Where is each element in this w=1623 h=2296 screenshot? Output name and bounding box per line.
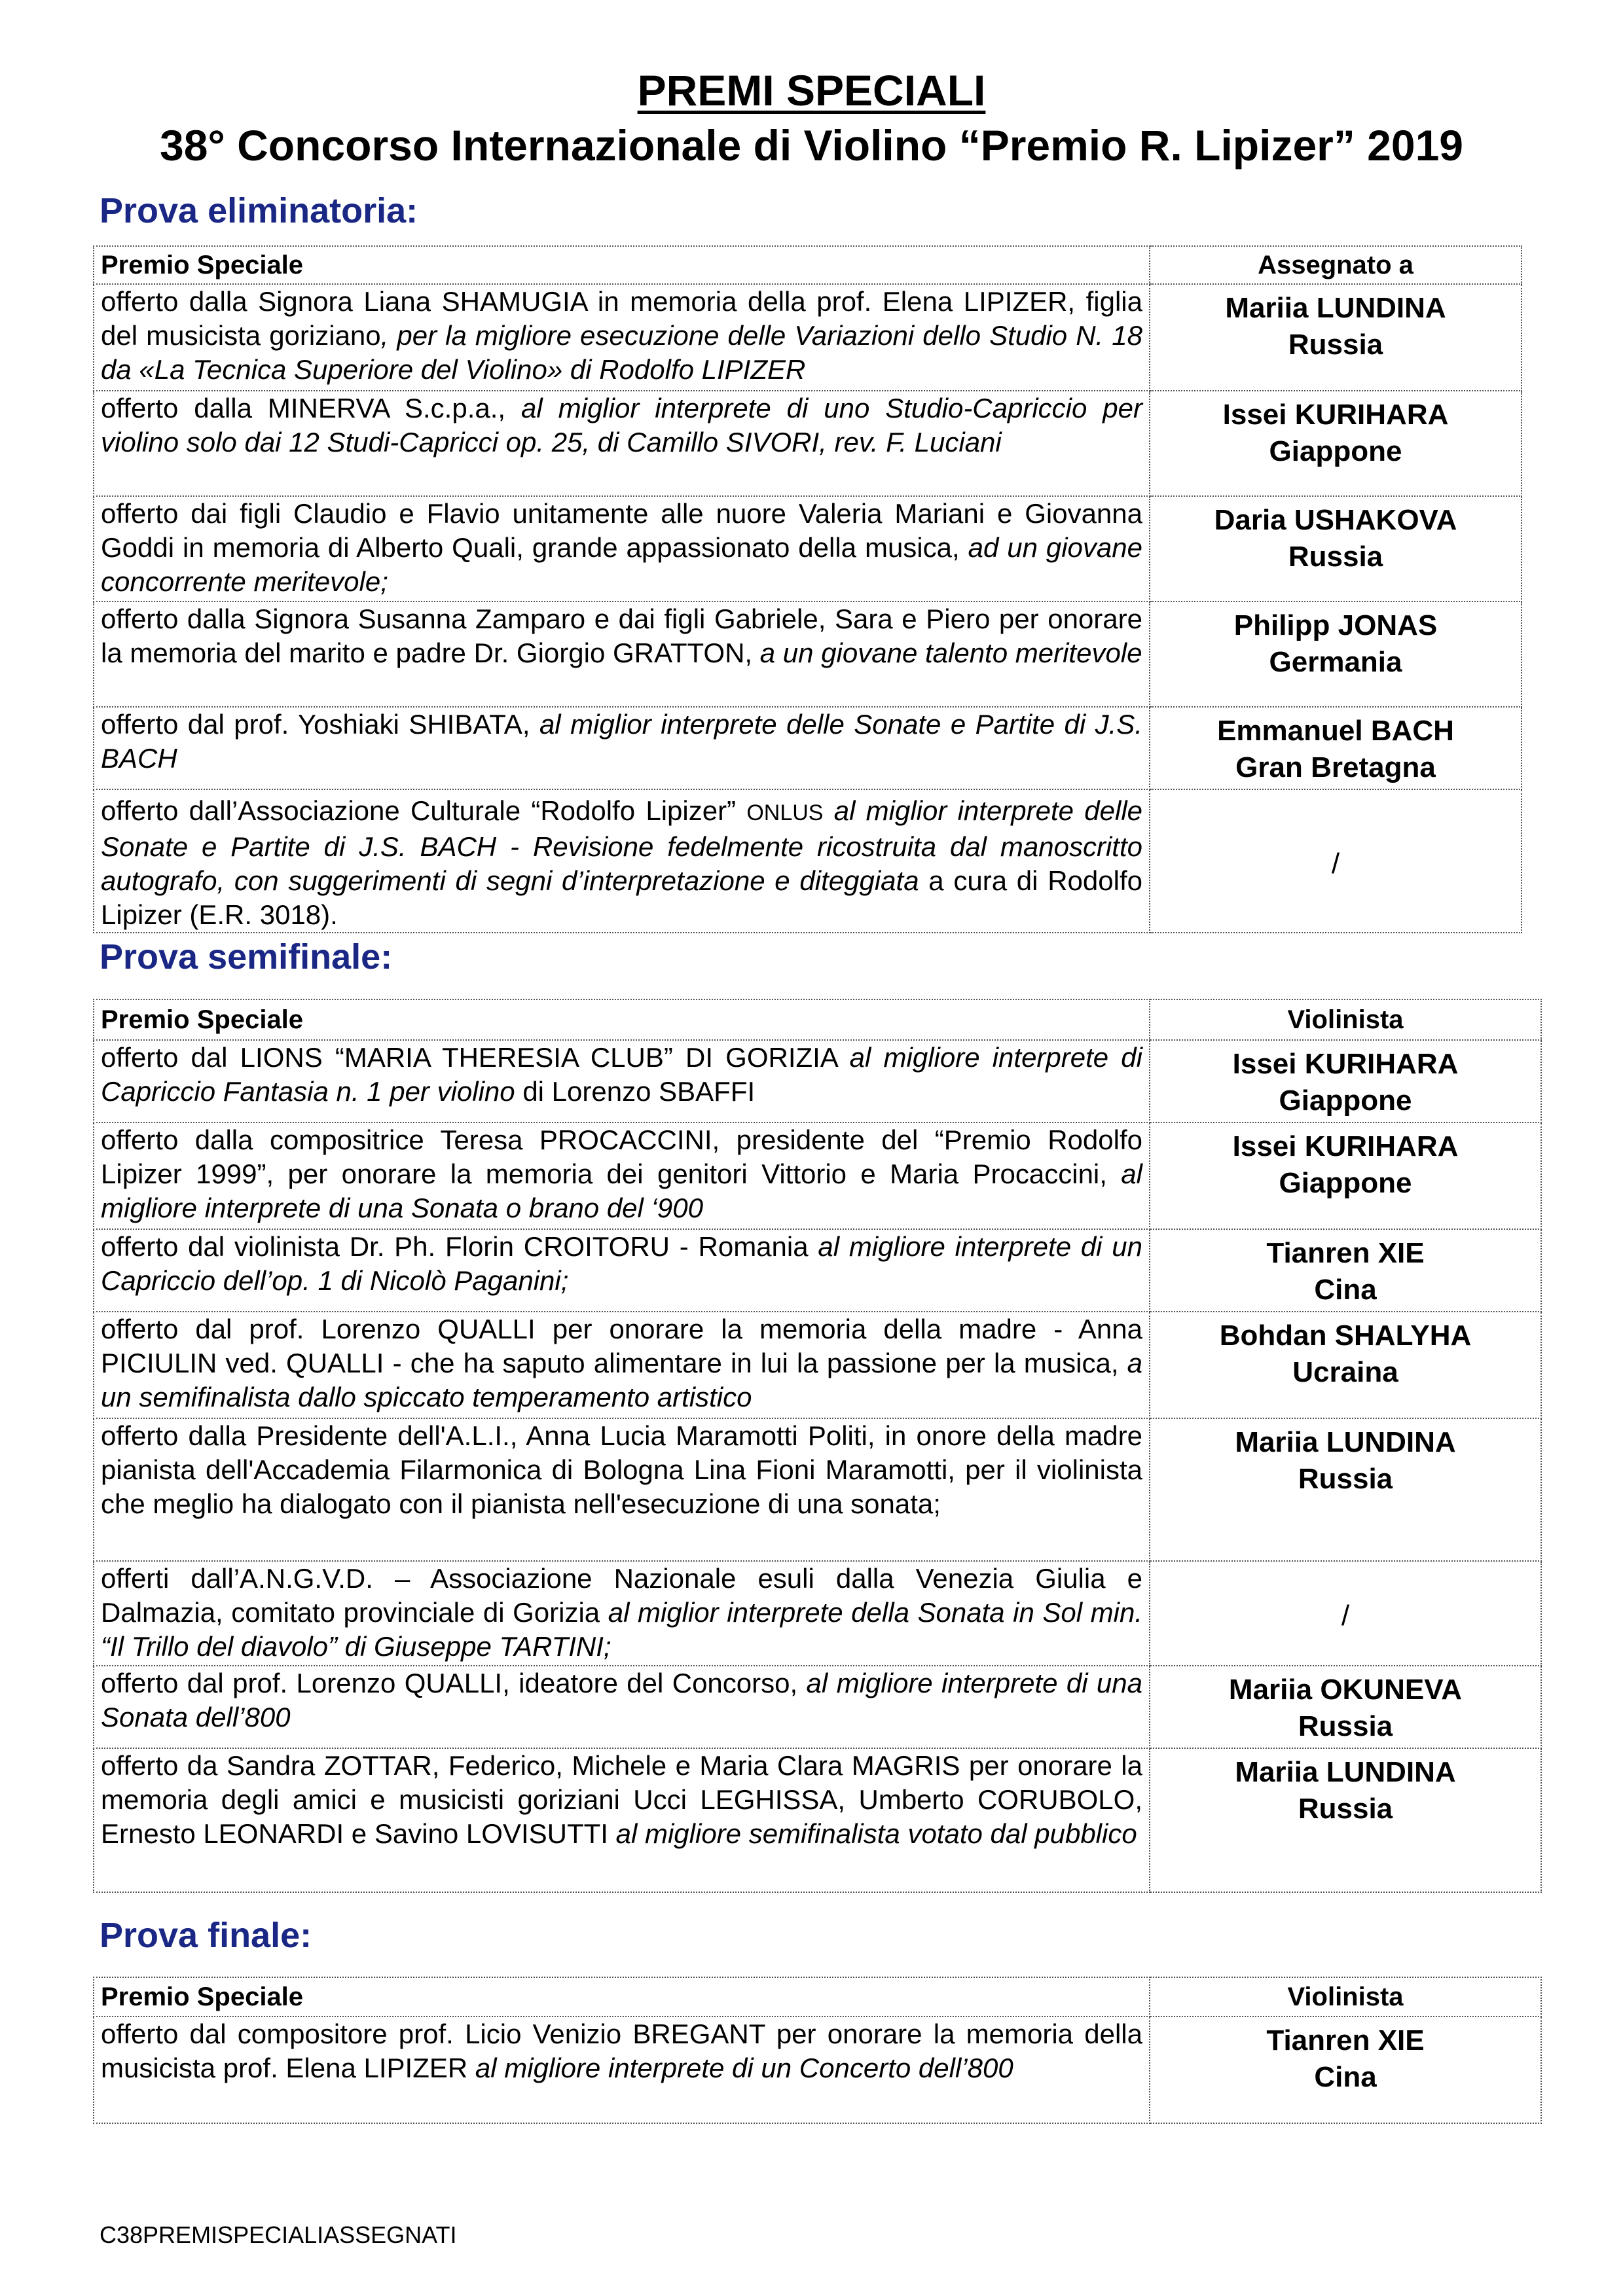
- section-heading-eliminatoria: Prova eliminatoria:: [100, 191, 418, 230]
- winner-cell: [1150, 1040, 1541, 1122]
- table-header-row: [94, 999, 1541, 1040]
- prize-description: offerto dal compositore prof. Licio Venizio BREGANT per onorare la memoria della musicista prof. Elena LIPIZER al migliore interprete di un Concerto dell’800: [94, 2017, 1150, 2123]
- winner-cell: [1150, 496, 1522, 601]
- table-finale: [93, 1977, 1542, 2124]
- table-row: [94, 2017, 1541, 2123]
- column-header-prize: Premio Speciale: [94, 1977, 1150, 2017]
- prize-description: offerto da Sandra ZOTTAR, Federico, Michele e Maria Clara MAGRIS per onorare la memoria degli amici e musicisti goriziani Ucci LEGHISSA, Umberto CORUBOLO, Ernesto LEONARDI e Savino LOVISUTTI al migliore semifinalista votato dal pubblico: [94, 1748, 1150, 1892]
- winner-name: Issei KURIHARA: [1232, 1048, 1459, 1080]
- table-row: [94, 1666, 1541, 1748]
- table-eliminatoria: [93, 245, 1522, 933]
- prize-description: offerto dal LIONS “MARIA THERESIA CLUB” DI GORIZIA al migliore interprete di Capriccio Fantasia n. 1 per violino di Lorenzo SBAFFI: [94, 1040, 1150, 1122]
- prize-description: offerto dalla Signora Susanna Zamparo e dai figli Gabriele, Sara e Piero per onorare la memoria del marito e padre Dr. Giorgio GRATTON, a un giovane talento meritevole: [94, 601, 1150, 707]
- document-code-footer: C38PREMISPECIALIASSEGNATI: [100, 2221, 457, 2248]
- winner-country: Ucraina: [1292, 1356, 1398, 1388]
- winner-country: Russia: [1298, 1463, 1393, 1495]
- winner-cell: [1150, 1666, 1541, 1748]
- table-row: [94, 284, 1522, 391]
- table-row: [94, 1561, 1541, 1666]
- table-header-row: [94, 246, 1522, 284]
- prize-description: offerto dalla MINERVA S.c.p.a., al miglior interprete di uno Studio-Capriccio per violino solo dai 12 Studi-Capricci op. 25, di Camillo SIVORI, rev. F. Luciani: [94, 391, 1150, 496]
- table-row: [94, 1122, 1541, 1229]
- column-header-winner: Violinista: [1150, 1977, 1541, 2017]
- prize-description: offerto dal prof. Yoshiaki SHIBATA, al miglior interprete delle Sonate e Partite di J.S. BACH: [94, 707, 1150, 789]
- prize-description: offerto dalla Signora Liana SHAMUGIA in memoria della prof. Elena LIPIZER, figlia del musicista goriziano, per la migliore esecuzione delle Variazioni dello Studio N. 18 da «La Tecnica Superiore del Violino» di Rodolfo LIPIZER: [94, 284, 1150, 391]
- winner-cell: [1150, 1229, 1541, 1312]
- winner-cell: [1150, 789, 1522, 933]
- prize-description: offerto dalla compositrice Teresa PROCACCINI, presidente del “Premio Rodolfo Lipizer 1999”, per onorare la memoria dei genitori Vittorio e Maria Procaccini, al migliore interprete di una Sonata o brano del ‘900: [94, 1122, 1150, 1229]
- winner-country: Russia: [1298, 1793, 1393, 1825]
- winner-name: Issei KURIHARA: [1222, 399, 1449, 431]
- document-subtitle: 38° Concorso Internazionale di Violino “Premio R. Lipizer” 2019: [160, 121, 1463, 170]
- winner-cell: [1150, 601, 1522, 707]
- column-header-prize: Premio Speciale: [94, 246, 1150, 284]
- winner-country: Giappone: [1279, 1085, 1412, 1117]
- winner-cell: [1150, 1122, 1541, 1229]
- winner-country: Cina: [1314, 2061, 1377, 2093]
- table-row: [94, 601, 1522, 707]
- winner-name: Tianren XIE: [1266, 1237, 1425, 1269]
- section-heading-finale: Prova finale:: [100, 1916, 312, 1955]
- table-row: [94, 1229, 1541, 1312]
- winner-country: Germania: [1269, 646, 1402, 678]
- winner-name: /: [1331, 847, 1340, 880]
- column-header-prize: Premio Speciale: [94, 999, 1150, 1040]
- table-header-row: [94, 1977, 1541, 2017]
- page-title: [0, 63, 1623, 173]
- winner-name: Mariia LUNDINA: [1225, 292, 1446, 324]
- winner-name: Mariia LUNDINA: [1235, 1426, 1456, 1458]
- prize-description: offerto dalla Presidente dell'A.L.I., Anna Lucia Maramotti Politi, in onore della madre pianista dell'Accademia Filarmonica di Bologna Lina Fioni Maramotti, per il violinista che meglio ha dialogato con il pianista nell'esecuzione di una sonata;: [94, 1418, 1150, 1561]
- winner-cell: [1150, 1312, 1541, 1418]
- winner-country: Gran Bretagna: [1235, 751, 1436, 783]
- table-row: [94, 1418, 1541, 1561]
- column-header-winner: Assegnato a: [1150, 246, 1522, 284]
- prize-description: offerti dall’A.N.G.V.D. – Associazione Nazionale esuli dalla Venezia Giulia e Dalmazia, comitato provinciale di Gorizia al miglior interprete della Sonata in Sol min. “Il Trillo del diavolo” di Giuseppe TARTINI;: [94, 1561, 1150, 1666]
- winner-cell: [1150, 1418, 1541, 1561]
- document-title: PREMI SPECIALI: [637, 66, 986, 115]
- winner-country: Giappone: [1279, 1167, 1412, 1199]
- winner-cell: [1150, 1561, 1541, 1666]
- winner-name: /: [1341, 1600, 1350, 1632]
- table-row: [94, 1312, 1541, 1418]
- winner-country: Giappone: [1269, 435, 1402, 467]
- column-header-winner: Violinista: [1150, 999, 1541, 1040]
- winner-name: Issei KURIHARA: [1232, 1130, 1459, 1162]
- winner-name: Mariia OKUNEVA: [1228, 1674, 1463, 1706]
- winner-cell: [1150, 707, 1522, 789]
- section-heading-semifinale: Prova semifinale:: [100, 937, 393, 977]
- table-row: [94, 496, 1522, 601]
- table-row: [94, 391, 1522, 496]
- winner-cell: [1150, 2017, 1541, 2123]
- winner-cell: [1150, 391, 1522, 496]
- winner-country: Russia: [1288, 541, 1383, 573]
- table-row: [94, 789, 1522, 933]
- table-row: [94, 1748, 1541, 1892]
- winner-name: Philipp JONAS: [1233, 609, 1438, 641]
- winner-name: Tianren XIE: [1266, 2024, 1425, 2056]
- prize-description: offerto dal prof. Lorenzo QUALLI per onorare la memoria della madre - Anna PICIULIN ved. QUALLI - che ha saputo alimentare in lui la passione per la musica, a un semifinalista dallo spiccato temperamento artistico: [94, 1312, 1150, 1418]
- prize-description: offerto dall’Associazione Culturale “Rodolfo Lipizer” ONLUS al miglior interprete delle Sonate e Partite di J.S. BACH - Revisione fedelmente ricostruita dal manoscritto autografo, con suggerimenti di segni d’interpretazione e diteggiata a cura di Rodolfo Lipizer (E.R. 3018).: [94, 789, 1150, 933]
- table-row: [94, 1040, 1541, 1122]
- table-semifinale: [93, 999, 1542, 1893]
- winner-cell: [1150, 1748, 1541, 1892]
- winner-country: Russia: [1288, 329, 1383, 361]
- winner-name: Mariia LUNDINA: [1235, 1756, 1456, 1788]
- winner-name: Daria USHAKOVA: [1214, 504, 1457, 536]
- table-row: [94, 707, 1522, 789]
- winner-country: Cina: [1314, 1274, 1377, 1306]
- prize-description: offerto dai figli Claudio e Flavio unitamente alle nuore Valeria Mariani e Giovanna Goddi in memoria di Alberto Quali, grande appassionato della musica, ad un giovane concorrente meritevole;: [94, 496, 1150, 601]
- winner-country: Russia: [1298, 1710, 1393, 1742]
- prize-description: offerto dal prof. Lorenzo QUALLI, ideatore del Concorso, al migliore interprete di una Sonata dell’800: [94, 1666, 1150, 1748]
- winner-name: Bohdan SHALYHA: [1219, 1319, 1472, 1352]
- prize-description: offerto dal violinista Dr. Ph. Florin CROITORU - Romania al migliore interprete di un Capriccio dell’op. 1 di Nicolò Paganini;: [94, 1229, 1150, 1312]
- winner-name: Emmanuel BACH: [1217, 715, 1454, 747]
- winner-cell: [1150, 284, 1522, 391]
